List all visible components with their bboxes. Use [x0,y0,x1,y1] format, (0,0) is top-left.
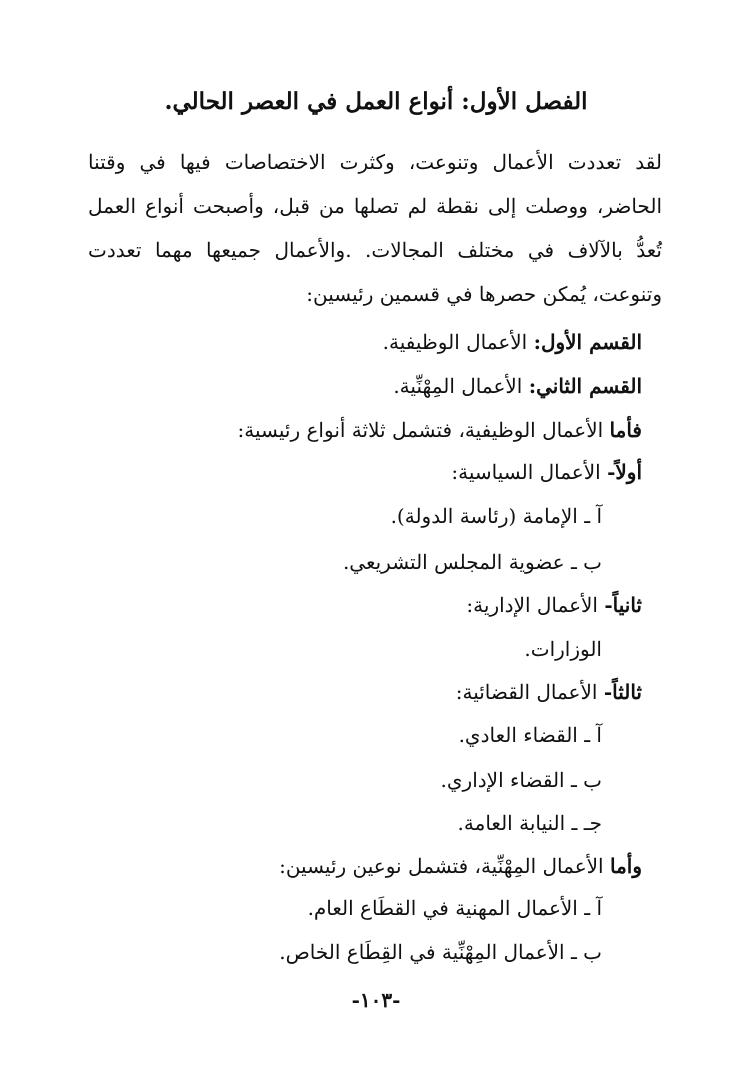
professional-item-b: ب ـ الأعمال المِهْنِّية في القِطَاع الخاص. [279,940,602,964]
third-item-c: جـ ـ النيابة العامة. [457,811,602,835]
third-category-label: ثالثاً- [603,680,642,704]
section-two-label: القسم الثاني: [528,374,642,398]
second-item: الوزارات. [524,637,602,661]
professional-intro [279,856,642,876]
section-two-text: الأعمال المِهْنِّية. [393,374,529,398]
second-category [466,595,642,615]
second-category-label: ثانياً- [604,593,642,617]
first-category-label: أولاً- [607,460,642,484]
section-one-text: الأعمال الوظيفية. [382,330,534,354]
section-one-label: القسم الأول: [533,330,642,354]
professional-intro-label: وأما [609,854,642,878]
first-category-text: الأعمال السياسية: [451,460,608,484]
functional-intro-text: الأعمال الوظيفية، فتشمل ثلاثة أنواع رئيسية: [237,418,610,442]
third-category [456,682,642,702]
first-item-b: ب ـ عضوية المجلس التشريعي. [342,550,602,574]
third-item-a: آ ـ القضاء العادي. [458,723,602,747]
first-item-a: آ ـ الإمامة (رئاسة الدولة). [390,504,602,528]
section-two [393,376,642,396]
third-item-b: ب ـ القضاء الإداري. [440,768,602,792]
professional-intro-text: الأعمال المِهْنِّية، فتشمل نوعين رئيسين: [279,854,610,878]
functional-intro-label: فأما [609,418,642,442]
section-one [383,332,642,352]
chapter-title: الفصل الأول: أنواع العمل في العصر الحالي. [164,88,588,115]
intro-paragraph: لقد تعددت الأعمال وتنوعت، وكثرت الاختصاصات فيها في وقتنا الحاضر، ووصلت إلى نقطة لم تصلها من قبل، وأصبحت أنواع العمل تُعدُّ بالآلاف في مختلف المجالات. .والأعمال جميعها مهما تعددت وتنوعت، يُمكن حصرها في قسمين رئيسين: [88,150,662,306]
third-category-text: الأعمال القضائية: [455,680,604,704]
functional-intro [238,420,642,440]
first-category [451,462,642,482]
second-category-text: الأعمال الإدارية: [466,593,605,617]
professional-item-a: آ ـ الأعمال المهنية في القطَاع العام. [307,896,602,920]
page-number: -١٠٣- [351,988,401,1012]
